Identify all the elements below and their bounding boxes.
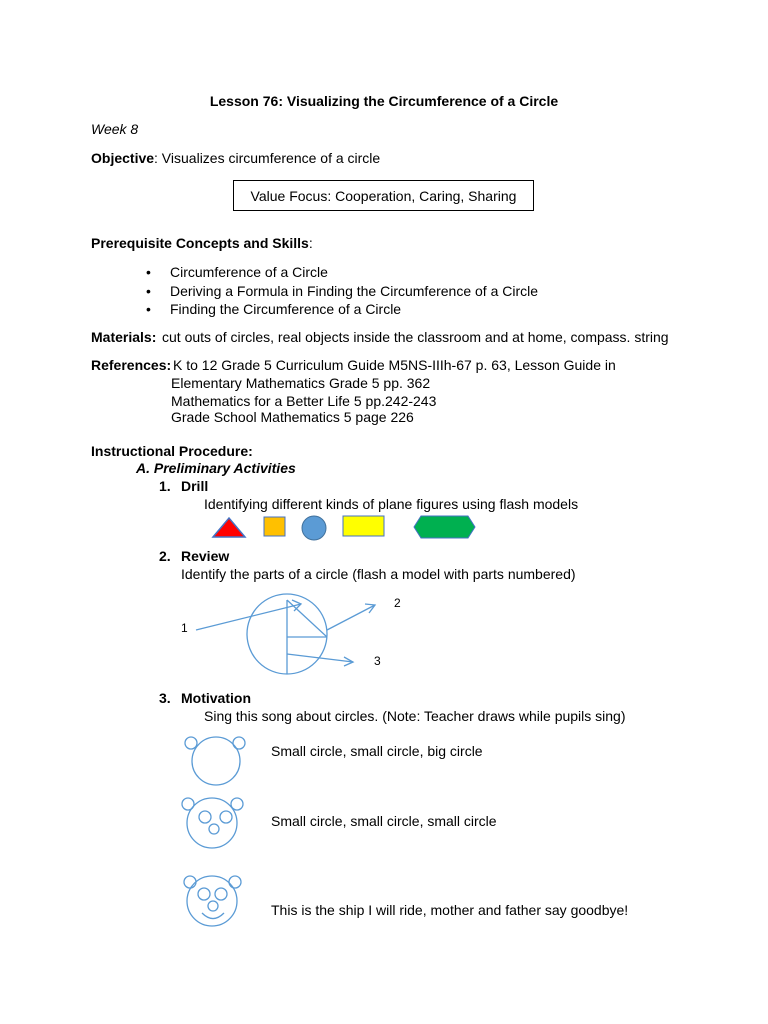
motivation-number: 3. — [159, 690, 171, 706]
review-text: Identify the parts of a circle (flash a model with parts numbered) — [181, 566, 576, 582]
drill-text: Identifying different kinds of plane figures using flash models — [204, 496, 579, 512]
review-number: 2. — [159, 548, 171, 564]
part-label-1: 1 — [181, 621, 188, 635]
bullet-icon: • — [146, 264, 151, 280]
prerequisites-heading-colon: : — [308, 235, 313, 251]
reference-line: Elementary Mathematics Grade 5 pp. 362 — [171, 375, 431, 391]
procedure-heading: Instructional Procedure: — [91, 443, 253, 459]
bullet-icon: • — [146, 301, 151, 317]
prerequisite-item: Circumference of a Circle — [170, 264, 328, 280]
motivation-label: Motivation — [181, 690, 251, 706]
review-label: Review — [181, 548, 230, 564]
part-label-3: 3 — [374, 654, 381, 668]
song-line: This is the ship I will ride, mother and father say goodbye! — [271, 902, 629, 918]
objective-text: : Visualizes circumference of a circle — [154, 150, 381, 166]
song-line: Small circle, small circle, small circle — [271, 813, 497, 829]
week-label: Week 8 — [91, 121, 139, 137]
objective-label: Objective — [91, 150, 155, 166]
drill-number: 1. — [159, 478, 171, 494]
prerequisite-item: Deriving a Formula in Finding the Circumference of a Circle — [170, 283, 539, 299]
part-label-2: 2 — [394, 596, 401, 610]
value-focus-text: Value Focus: Cooperation, Caring, Sharing — [250, 187, 517, 204]
reference-line: Grade School Mathematics 5 page 226 — [171, 409, 414, 425]
song-line: Small circle, small circle, big circle — [271, 743, 483, 759]
materials-label: Materials: — [91, 329, 157, 345]
drill-label: Drill — [181, 478, 209, 494]
bear-face-icon — [185, 737, 245, 785]
prerequisites-heading-text: Prerequisite Concepts and Skills — [91, 235, 309, 251]
references-label: References: — [91, 357, 172, 373]
bullet-icon: • — [146, 283, 151, 299]
materials-text: cut outs of circles, real objects inside the classroom and at home, compass. string — [162, 329, 669, 345]
motivation-text: Sing this song about circles. (Note: Teacher draws while pupils sing) — [204, 708, 626, 724]
section-a-heading: A. Preliminary Activities — [136, 460, 296, 476]
reference-line: K to 12 Grade 5 Curriculum Guide M5NS-IIIh-67 p. 63, Lesson Guide in — [173, 357, 616, 373]
bear-face-smile-icon — [184, 876, 241, 926]
reference-line: Mathematics for a Better Life 5 pp.242-243 — [171, 393, 437, 409]
lesson-title: Lesson 76: Visualizing the Circumference of a Circle — [209, 93, 559, 109]
prerequisite-item: Finding the Circumference of a Circle — [170, 301, 402, 317]
bear-face-eyes-icon — [182, 798, 243, 848]
